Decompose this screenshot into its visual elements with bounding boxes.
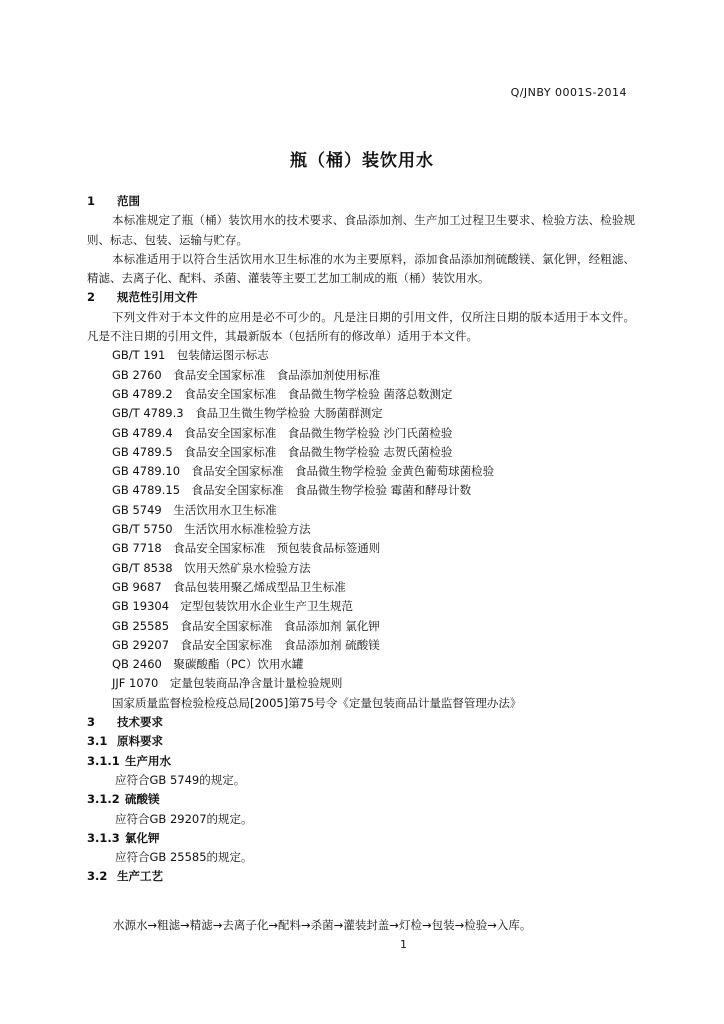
- section-3-1-2-heading: [87, 790, 635, 809]
- reference-item: GB 7718 食品安全国家标准 预包装食品标签通则: [112, 541, 381, 556]
- reference-item: QB 2460 聚碳酸酯（PC）饮用水罐: [112, 657, 304, 672]
- section-3-heading: [87, 713, 635, 732]
- reference-item: GB 25585 食品安全国家标准 食品添加剂 氯化钾: [112, 618, 380, 633]
- section-1-heading: [87, 192, 635, 211]
- section-2-heading: [87, 288, 635, 307]
- reference-item: GB/T 191 包装储运图示标志: [112, 348, 269, 363]
- section-number: 1: [87, 194, 96, 208]
- section-3-1-heading: [87, 732, 635, 751]
- section-number: 3.1.2: [87, 792, 120, 807]
- reference-list: [87, 346, 635, 713]
- reference-item: GB 4789.10 食品安全国家标准 食品微生物学检验 金黄色葡萄球菌检验: [112, 464, 495, 479]
- page-number: 1: [400, 938, 407, 951]
- reference-item: GB 2760 食品安全国家标准 食品添加剂使用标准: [112, 367, 381, 382]
- reference-item: GB 4789.4 食品安全国家标准 食品微生物学检验 沙门氏菌检验: [112, 425, 453, 440]
- section-3-1-3-heading: [87, 829, 635, 848]
- document-body: [87, 192, 635, 887]
- section-3-2-heading: [87, 867, 635, 886]
- section-number: 3.2: [87, 869, 108, 884]
- reference-item: GB 4789.15 食品安全国家标准 食品微生物学检验 霉菌和酵母计数: [112, 483, 472, 498]
- reference-item: JJF 1070 定量包装商品净含量计量检验规则: [112, 676, 343, 691]
- section-number: 3.1: [87, 734, 108, 749]
- paragraph: 下列文件对于本文件的应用是必不可少的。凡是注日期的引用文件，仅所注日期的版本适用于本文件。凡是不注日期的引用文件，其最新版本（包括所有的修改单）适用于本文件。: [87, 309, 635, 344]
- reference-item: GB 29207 食品安全国家标准 食品添加剂 硫酸镁: [112, 637, 380, 652]
- reference-item: GB/T 5750 生活饮用水标准检验方法: [112, 522, 311, 537]
- reference-item: GB 9687 食品包装用聚乙烯成型品卫生标准: [112, 579, 346, 594]
- requirement-text: 应符合GB 5749的规定。: [115, 772, 246, 787]
- section-title: 范围: [117, 194, 140, 208]
- section-title: 生产工艺: [117, 869, 163, 884]
- document-title: 瓶（桶）装饮用水: [290, 151, 434, 171]
- reference-item: 国家质量监督检验检疫总局[2005]第75号令《定量包装商品计量监督管理办法》: [112, 695, 522, 710]
- section-number: 3.1.3: [87, 830, 120, 845]
- section-number: 3.1.1: [87, 753, 120, 768]
- reference-item: GB 4789.2 食品安全国家标准 食品微生物学检验 菌落总数测定: [112, 386, 453, 401]
- section-title: 生产用水: [125, 753, 171, 768]
- reference-item: GB/T 8538 饮用天然矿泉水检验方法: [112, 560, 311, 575]
- section-number: 3: [87, 715, 96, 730]
- section-title: 硫酸镁: [125, 792, 160, 807]
- process-flow: 水源水→粗滤→精滤→去离子化→配料→杀菌→灌装封盖→灯检→包装→检验→入库。: [113, 918, 532, 932]
- reference-item: GB 5749 生活饮用水卫生标准: [112, 502, 277, 517]
- section-title: 原料要求: [117, 734, 163, 749]
- reference-item: GB 19304 定型包装饮用水企业生产卫生规范: [112, 599, 354, 614]
- section-title: 规范性引用文件: [117, 290, 198, 305]
- paragraph: 本标准规定了瓶（桶）装饮用水的技术要求、食品添加剂、生产加工过程卫生要求、检验方法、检验规则、标志、包装、运输与贮存。: [87, 213, 635, 247]
- requirement-text: 应符合GB 25585的规定。: [115, 850, 253, 865]
- section-title: 氯化钾: [125, 830, 160, 845]
- standard-code: Q/JNBY 0001S-2014: [510, 86, 627, 99]
- section-title: 技术要求: [117, 715, 163, 730]
- reference-item: GB/T 4789.3 食品卫生微生物学检验 大肠菌群测定: [112, 406, 383, 421]
- section-number: 2: [87, 290, 96, 305]
- requirement-text: 应符合GB 29207的规定。: [115, 811, 253, 826]
- reference-item: GB 4789.5 食品安全国家标准 食品微生物学检验 志贺氏菌检验: [112, 444, 453, 459]
- paragraph: 本标准适用于以符合生活饮用水卫生标准的水为主要原料，添加食品添加剂硫酸镁、氯化钾，经粗滤、精滤、去离子化、配料、杀菌、灌装等主要工艺加工制成的瓶（桶）装饮用水。: [87, 251, 635, 286]
- section-3-1-1-heading: [87, 752, 635, 771]
